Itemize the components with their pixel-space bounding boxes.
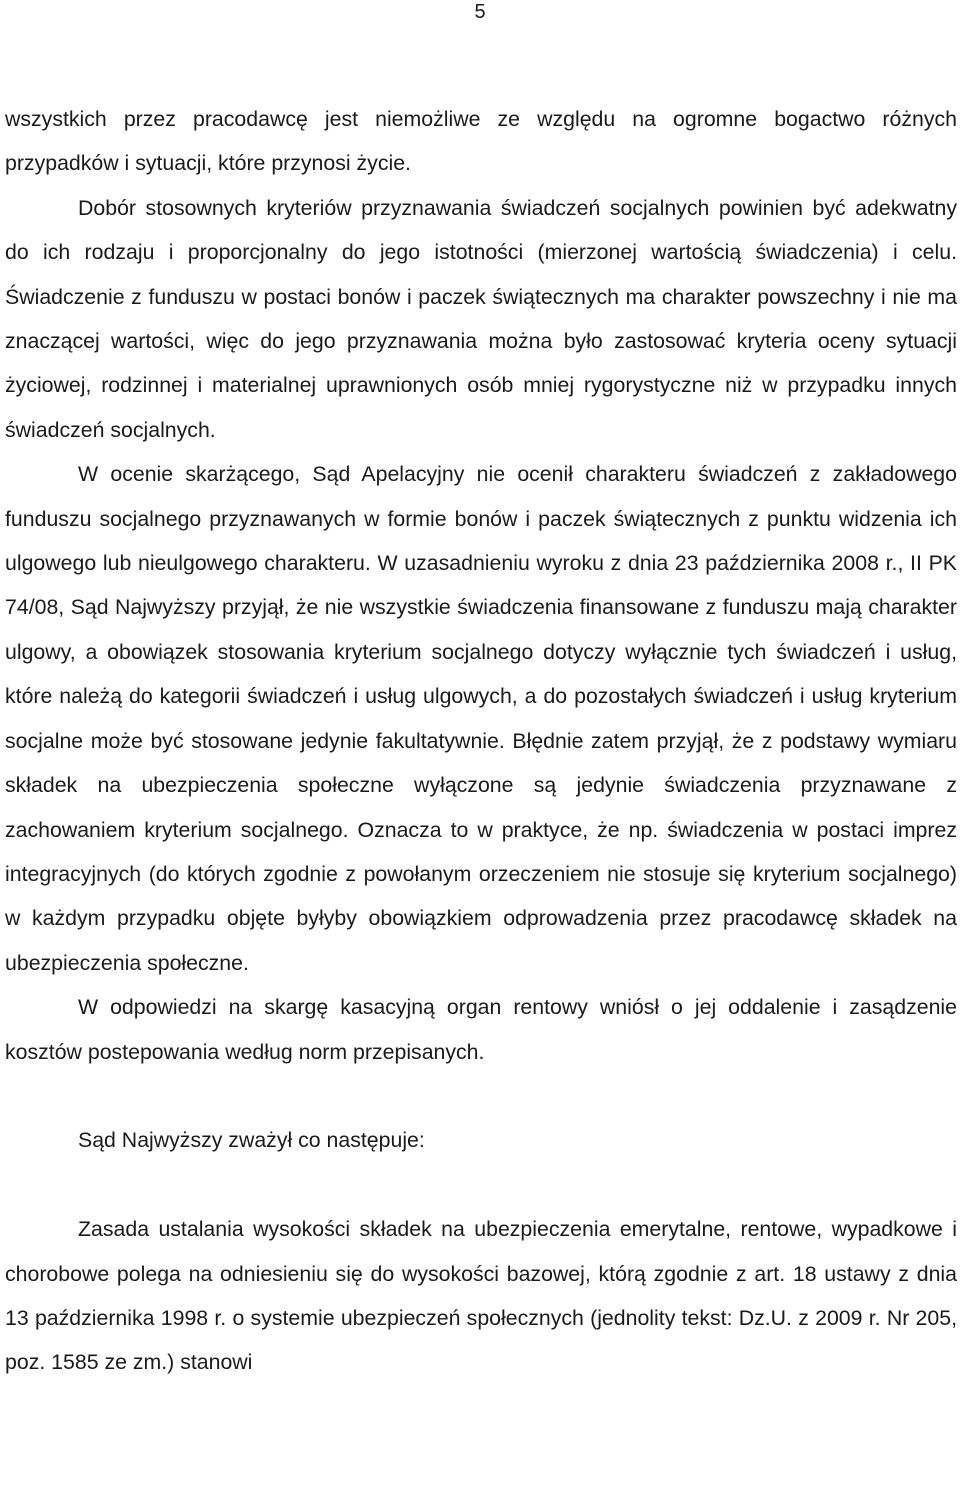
page-number: 5 (474, 1, 486, 23)
paragraph-response: W odpowiedzi na skargę kasacyjną organ rentowy wniósł o jej oddalenie i zasądzenie kosztów postepowania według norm przepisanych. (5, 995, 957, 1064)
blank-line (5, 1163, 957, 1207)
paragraph-principle: Zasada ustalania wysokości składek na ubezpieczenia emerytalne, rentowe, wypadkowe i chorobowe polega na odniesieniu się do wysokości bazowej, którą zgodnie z art. 18 ustawy z dnia 13 października 1998 r. o systemie ubezpieczeń społecznych (jednolity tekst: Dz.U. z 2009 r. Nr 205, poz. 1585 ze zm.) stanowi (5, 1217, 957, 1375)
section-heading: Sąd Najwyższy zważył co następuje: (78, 1128, 425, 1153)
document-body (5, 97, 957, 1385)
paragraph-continuation: wszystkich przez pracodawcę jest niemożliwe ze względu na ogromne bogactwo różnych przypadków i sytuacji, które przynosi życie. (5, 107, 957, 176)
paragraph-criteria: Dobór stosownych kryteriów przyznawania świadczeń socjalnych powinien być adekwatny do ich rodzaju i proporcjonalny do jego istotności (mierzonej wartością świadczenia) i celu. Świadczenie z funduszu w postaci bonów i paczek świątecznych ma charakter powszechny i nie ma znaczącej wartości, więc do jego przyznawania można było zastosować kryteria oceny sytuacji życiowej, rodzinnej i materialnej uprawnionych osób mniej rygorystyczne niż w przypadku innych świadczeń socjalnych. (5, 195, 957, 442)
paragraph-complaint: W ocenie skarżącego, Sąd Apelacyjny nie ocenił charakteru świadczeń z zakładowego funduszu socjalnego przyznawanych w formie bonów i paczek świątecznych z punktu widzenia ich ulgowego lub nieulgowego charakteru. W uzasadnieniu wyroku z dnia 23 października 2008 r., II PK 74/08, Sąd Najwyższy przyjął, że nie wszystkie świadczenia finansowane z funduszu mają charakter ulgowy, a obowiązek stosowania kryterium socjalnego dotyczy wyłącznie tych świadczeń i usług, które należą do kategorii świadczeń i usług ulgowych, a do pozostałych świadczeń i usług kryterium socjalne może być stosowane jedynie fakultatywnie. Błędnie zatem przyjął, że z podstawy wymiaru składek na ubezpieczenia społeczne wyłączone są jedynie świadczenia przyznawane z zachowaniem kryterium socjalnego. Oznacza to w praktyce, że np. świadczenia w postaci imprez integracyjnych (do których zgodnie z powołanym orzeczeniem nie stosuje się kryterium socjalnego) w każdym przypadku objęte byłyby obowiązkiem odprowadzenia przez pracodawcę składek na ubezpieczenia społeczne. (5, 462, 957, 975)
blank-line (5, 1074, 957, 1118)
